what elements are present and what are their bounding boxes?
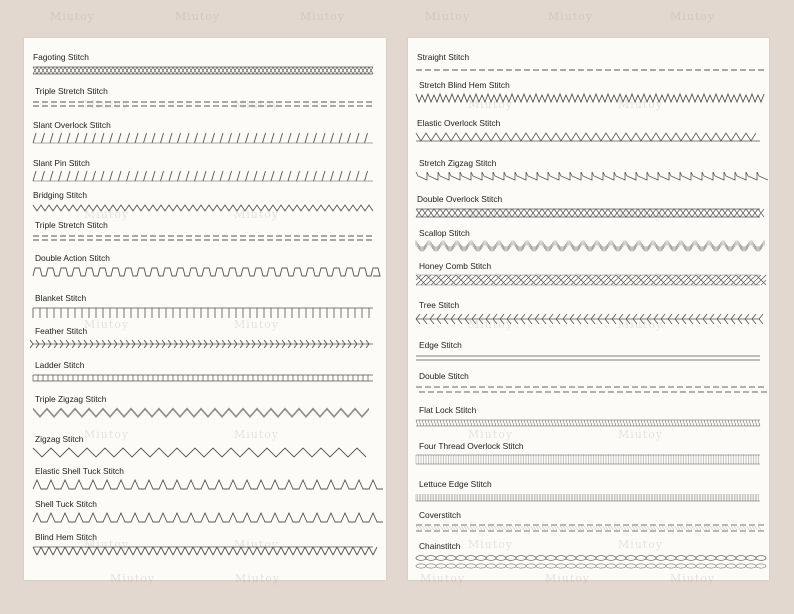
watermark: Miutoy <box>175 10 221 23</box>
stitch-label: Edge Stitch <box>419 340 462 350</box>
stitch-sample-double-dash <box>33 233 373 247</box>
watermark: Miutoy <box>84 318 130 331</box>
watermark: Miutoy <box>110 572 156 585</box>
stitch-sample-lettuce <box>416 492 760 506</box>
watermark: Miutoy <box>618 98 664 111</box>
stitch-sample-fagoting <box>33 65 373 79</box>
watermark: Miutoy <box>84 538 130 551</box>
watermark: Miutoy <box>420 572 466 585</box>
stitch-row <box>408 371 769 403</box>
stitch-row <box>24 293 386 325</box>
watermark: Miutoy <box>234 98 280 111</box>
stitch-label: Fagoting Stitch <box>33 52 89 62</box>
stitch-sheet-right <box>408 38 769 580</box>
stitch-row <box>24 499 386 531</box>
stitch-row <box>408 405 769 437</box>
stitch-label: Ladder Stitch <box>35 360 85 370</box>
stitch-row <box>24 220 386 252</box>
stitch-row <box>24 434 386 466</box>
stitch-sample-square-wave <box>33 266 373 280</box>
stitch-sample-slant <box>33 133 373 147</box>
stitch-sample-tree <box>416 313 760 327</box>
stitch-sample-blanket <box>33 306 373 320</box>
stitch-label: Bridging Stitch <box>33 190 87 200</box>
stitch-label: Coverstitch <box>419 510 461 520</box>
stitch-sample-double-overlock <box>416 207 760 221</box>
stitch-label: Feather Stitch <box>35 326 88 336</box>
stitch-label: Tree Stitch <box>419 300 460 310</box>
stitch-row <box>408 118 769 150</box>
stitch-sample-feather <box>33 339 373 353</box>
stitch-row <box>408 479 769 511</box>
stitch-row <box>408 441 769 473</box>
stitch-label: Double Stitch <box>419 371 469 381</box>
stitch-row <box>408 541 769 573</box>
watermark: Miutoy <box>84 98 130 111</box>
stitch-sample-shell-tuck <box>33 512 373 526</box>
stitch-sample-coverstitch <box>416 523 760 537</box>
stitch-row <box>24 360 386 392</box>
watermark: Miutoy <box>234 208 280 221</box>
stitch-label: Stretch Blind Hem Stitch <box>419 80 510 90</box>
stitch-label: Flat Lock Stitch <box>419 405 477 415</box>
watermark: Miutoy <box>468 428 514 441</box>
stitch-sample-shell-tuck <box>33 479 373 493</box>
stitch-row <box>408 194 769 226</box>
watermark: Miutoy <box>84 208 130 221</box>
stitch-label: Elastic Overlock Stitch <box>417 118 501 128</box>
stitch-row <box>408 80 769 112</box>
watermark: Miutoy <box>468 538 514 551</box>
stitch-sample-blind-hem <box>33 545 373 559</box>
stitch-row <box>408 510 769 542</box>
stitch-row <box>408 261 769 293</box>
watermark: Miutoy <box>234 428 280 441</box>
stitch-sample-straight <box>416 65 760 79</box>
stitch-label: Blanket Stitch <box>35 293 87 303</box>
stitch-label: Triple Stretch Stitch <box>35 220 108 230</box>
watermark: Miutoy <box>618 318 664 331</box>
watermark: Miutoy <box>235 572 281 585</box>
stitch-row <box>408 158 769 190</box>
watermark: Miutoy <box>425 10 471 23</box>
stitch-sample-bridging <box>33 203 373 217</box>
stitch-label: Double Overlock Stitch <box>417 194 503 204</box>
stitch-label: Scallop Stitch <box>419 228 470 238</box>
watermark: Miutoy <box>234 538 280 551</box>
stitch-label: Chainstitch <box>419 541 461 551</box>
stitch-sample-triple-zigzag <box>33 407 373 421</box>
stitch-label: Shell Tuck Stitch <box>35 499 97 509</box>
watermark: Miutoy <box>300 10 346 23</box>
stitch-label: Slant Pin Stitch <box>33 158 90 168</box>
stitch-row <box>408 228 769 260</box>
stitch-row <box>24 532 386 564</box>
stitch-sample-double-dash <box>33 99 373 113</box>
stitch-label: Triple Stretch Stitch <box>35 86 108 96</box>
watermark: Miutoy <box>468 208 514 221</box>
stitch-sample-edge <box>416 353 760 367</box>
stitch-sample-four-thread <box>416 454 760 468</box>
stitch-label: Straight Stitch <box>417 52 470 62</box>
stitch-sample-elastic-overlock <box>416 131 760 145</box>
stitch-label: Four Thread Overlock Stitch <box>419 441 524 451</box>
stitch-sample-scallop <box>416 241 760 255</box>
stitch-sample-chainstitch <box>416 554 760 568</box>
watermark: Miutoy <box>468 98 514 111</box>
stitch-row <box>24 466 386 498</box>
watermark: Miutoy <box>618 538 664 551</box>
stitch-label: Stretch Zigzag Stitch <box>419 158 497 168</box>
stitch-label: Slant Overlock Stitch <box>33 120 111 130</box>
watermark: Miutoy <box>670 10 716 23</box>
stitch-sheet-left <box>24 38 386 580</box>
watermark: Miutoy <box>545 572 591 585</box>
stitch-sample-slant-pin <box>33 171 373 185</box>
stitch-sample-flatlock <box>416 418 760 432</box>
watermark: Miutoy <box>50 10 96 23</box>
stitch-sample-stretch-blind-hem <box>416 93 760 107</box>
stitch-label: Blind Hem Stitch <box>35 532 97 542</box>
stitch-label: Zigzag Stitch <box>35 434 84 444</box>
watermark: Miutoy <box>468 318 514 331</box>
stitch-label: Triple Zigzag Stitch <box>35 394 107 404</box>
watermark: Miutoy <box>618 428 664 441</box>
stitch-sample-double <box>416 384 760 398</box>
stitch-sample-stretch-zigzag <box>416 171 760 185</box>
stitch-row <box>24 253 386 285</box>
watermark: Miutoy <box>618 208 664 221</box>
stitch-sample-zigzag <box>33 447 373 461</box>
stitch-label: Honey Comb Stitch <box>419 261 492 271</box>
watermark: Miutoy <box>670 572 716 585</box>
stitch-row <box>408 300 769 332</box>
stitch-row <box>24 326 386 358</box>
stitch-row <box>24 190 386 222</box>
stitch-row <box>408 340 769 372</box>
watermark: Miutoy <box>234 318 280 331</box>
stitch-row <box>24 120 386 152</box>
stitch-sample-honeycomb <box>416 274 760 288</box>
stitch-label: Double Action Stitch <box>35 253 110 263</box>
watermark: Miutoy <box>84 428 130 441</box>
stitch-label: Lettuce Edge Stitch <box>419 479 492 489</box>
stitch-row <box>24 86 386 118</box>
stitch-row <box>24 52 386 84</box>
watermark: Miutoy <box>548 10 594 23</box>
stitch-sample-ladder <box>33 373 373 387</box>
stitch-label: Elastic Shell Tuck Stitch <box>35 466 124 476</box>
stitch-row <box>24 394 386 426</box>
stitch-row <box>24 158 386 190</box>
